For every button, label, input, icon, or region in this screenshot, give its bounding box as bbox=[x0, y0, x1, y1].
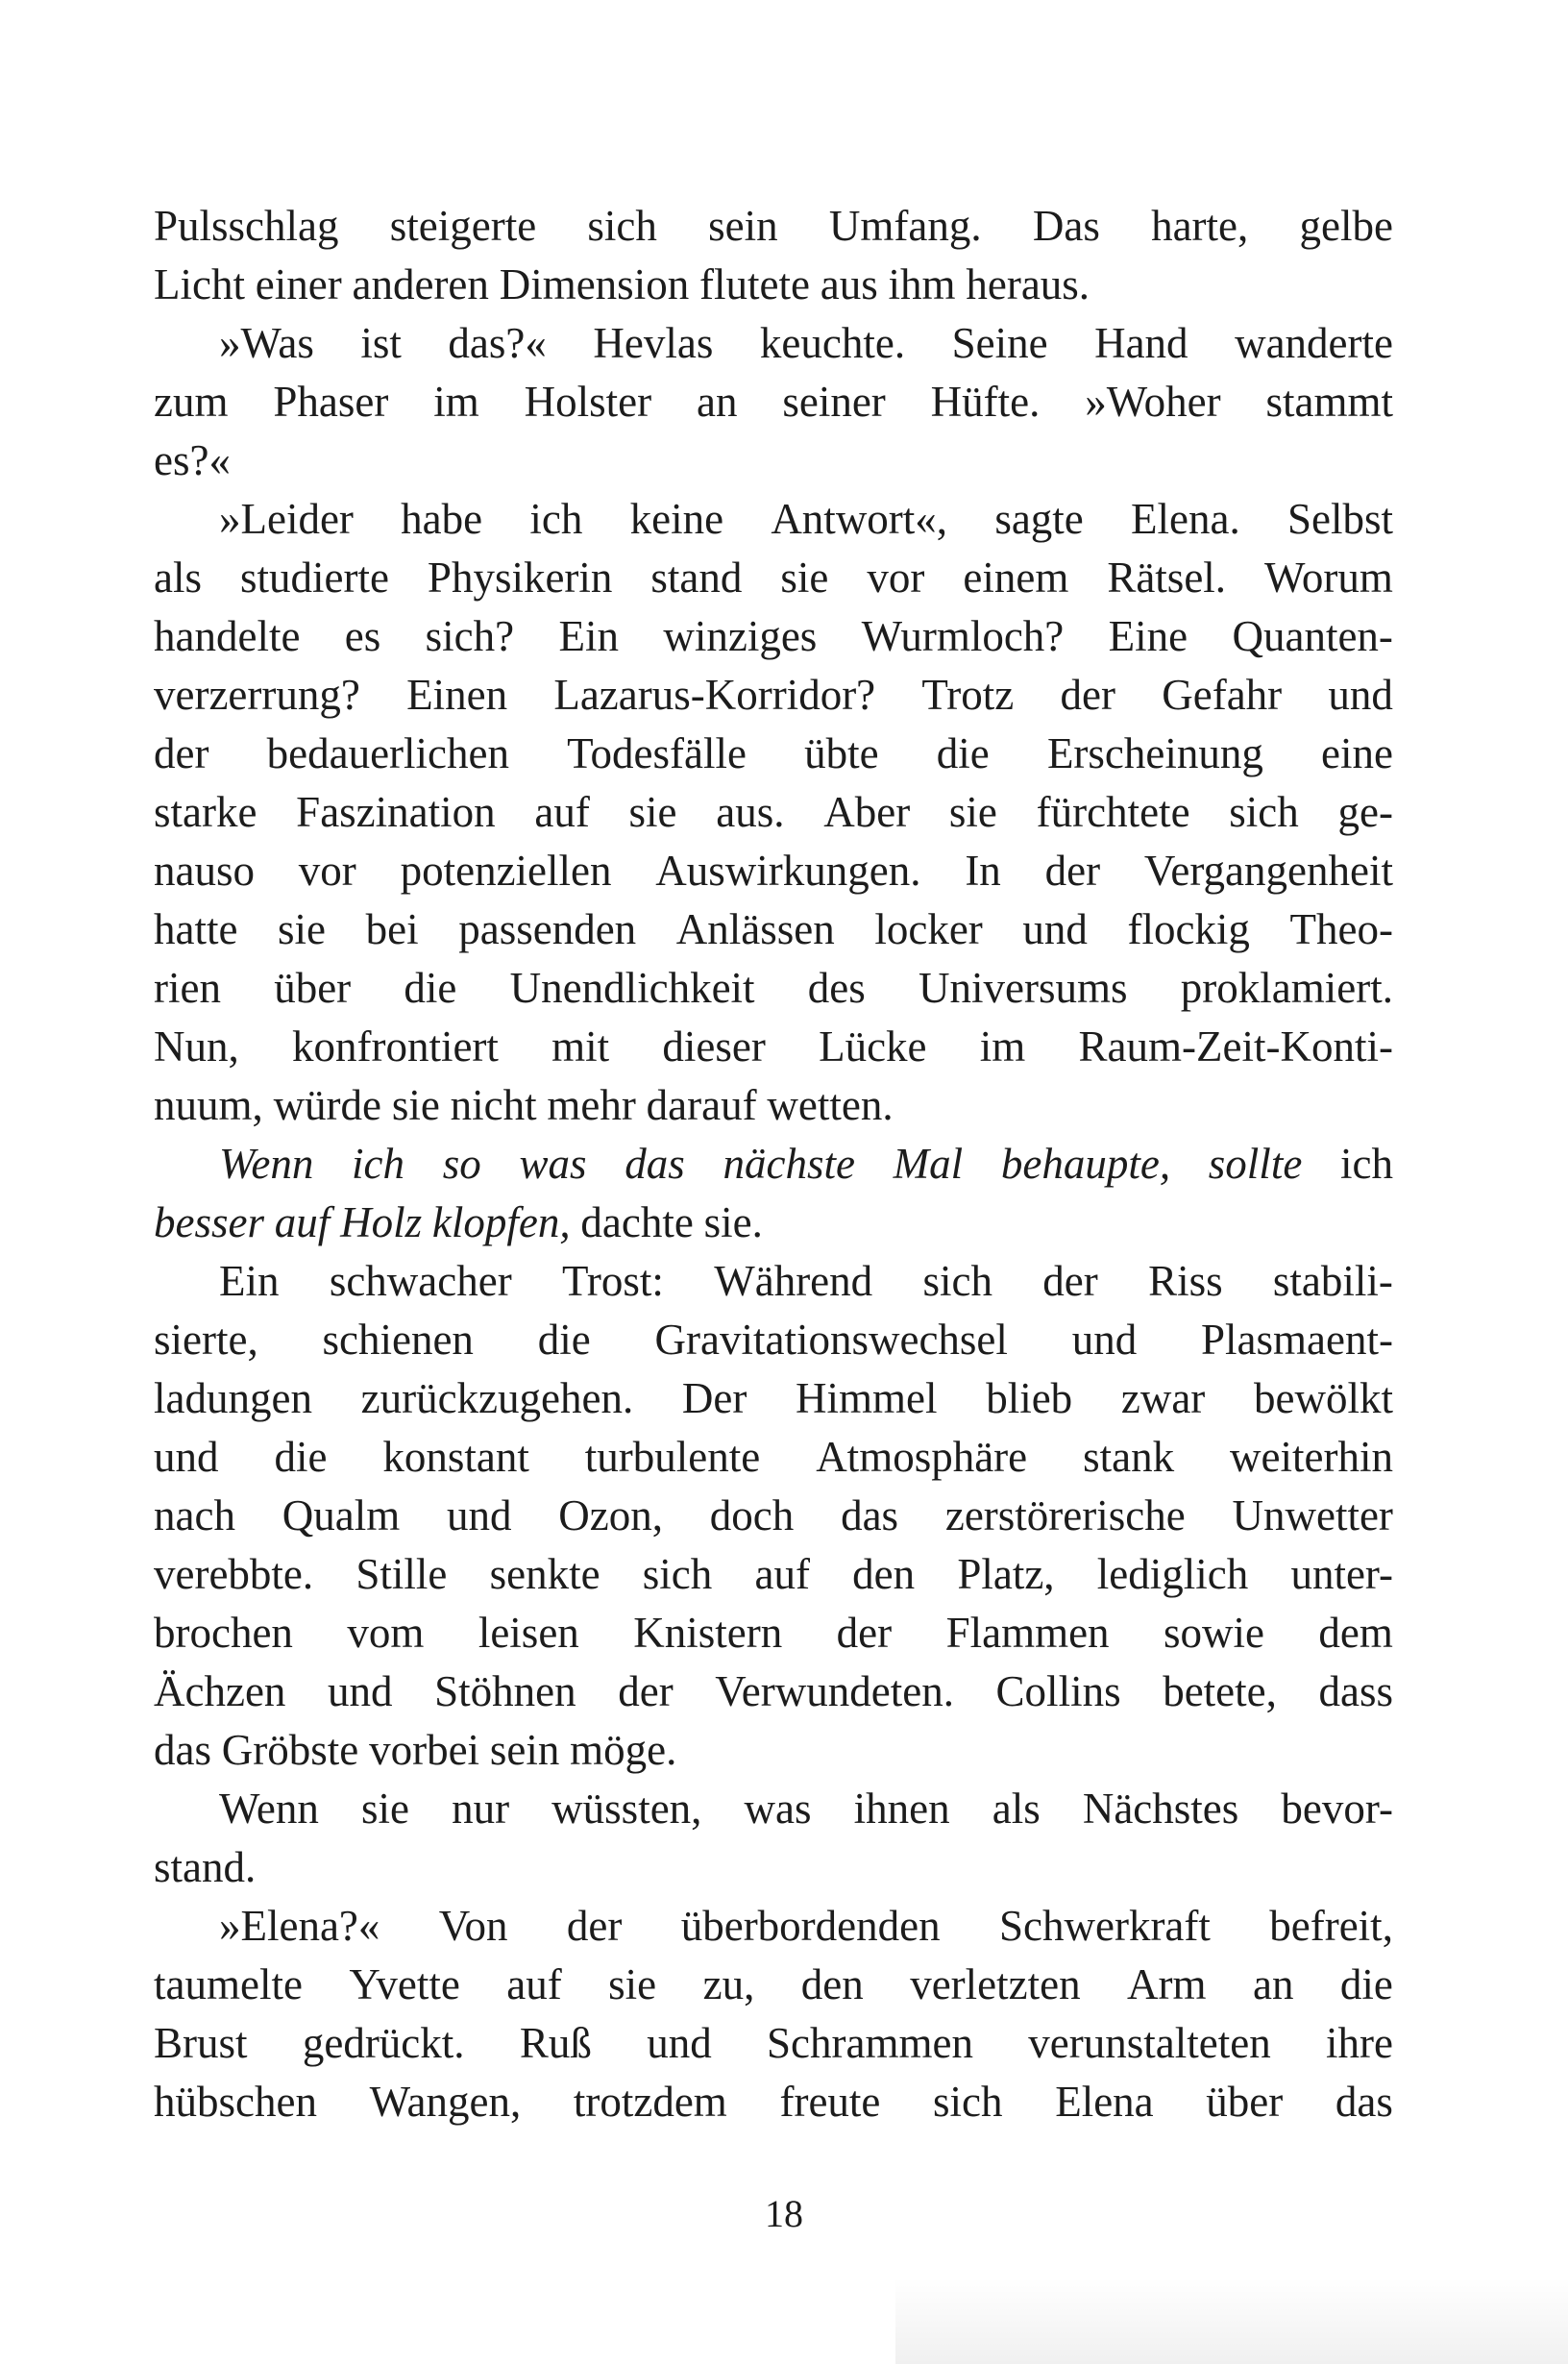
word: wetten. bbox=[767, 1081, 894, 1129]
word: verzerrung? bbox=[154, 671, 360, 719]
word: das?« bbox=[448, 319, 547, 367]
page-number: 18 bbox=[765, 2192, 803, 2235]
word: »Leider bbox=[219, 495, 354, 543]
word: hübschen bbox=[154, 2078, 317, 2126]
text-line bbox=[154, 1135, 1393, 1194]
word: Gröbste bbox=[221, 1726, 359, 1774]
word: ich bbox=[1340, 1140, 1393, 1188]
text-line bbox=[154, 1194, 1393, 1252]
word: ge- bbox=[1337, 788, 1393, 836]
word: einem bbox=[963, 554, 1069, 602]
word: das bbox=[154, 1726, 211, 1774]
word: stabili- bbox=[1272, 1257, 1393, 1305]
word: sie bbox=[628, 788, 677, 836]
word: stand. bbox=[154, 1843, 257, 1891]
word: Brust bbox=[154, 2019, 248, 2067]
text-line bbox=[154, 900, 1393, 959]
text-line bbox=[154, 1076, 1393, 1135]
word: Der bbox=[681, 1374, 747, 1422]
word: Todesfälle bbox=[567, 729, 747, 777]
word: Nun, bbox=[154, 1022, 239, 1071]
word: nächste bbox=[723, 1140, 855, 1188]
word: auf bbox=[534, 788, 590, 836]
word: und bbox=[447, 1491, 512, 1539]
page-shadow bbox=[895, 2278, 1568, 2364]
word: der bbox=[836, 1609, 893, 1657]
word: blieb bbox=[986, 1374, 1073, 1422]
word: Verwundeten. bbox=[715, 1667, 954, 1715]
word: darauf bbox=[646, 1081, 757, 1129]
word: unter- bbox=[1290, 1550, 1393, 1598]
word: sagte bbox=[994, 495, 1084, 543]
word: besser bbox=[154, 1198, 264, 1246]
word: brochen bbox=[154, 1609, 293, 1657]
word: konstant bbox=[382, 1433, 529, 1481]
word: der bbox=[618, 1667, 674, 1715]
word: Arm bbox=[1127, 1960, 1207, 2008]
word: sollte bbox=[1208, 1140, 1303, 1188]
text-line bbox=[154, 783, 1393, 842]
word: Atmosphäre bbox=[816, 1433, 1028, 1481]
word: freute bbox=[779, 2078, 881, 2126]
word: was bbox=[744, 1785, 812, 1833]
word: flutete bbox=[699, 260, 810, 308]
word: Plasmaent- bbox=[1201, 1316, 1393, 1364]
word: harte, bbox=[1151, 202, 1249, 250]
word: Yvette bbox=[349, 1960, 460, 2008]
text-line bbox=[154, 314, 1393, 373]
word: Stöhnen bbox=[434, 1667, 576, 1715]
text-line bbox=[154, 1369, 1393, 1428]
word: anderen bbox=[352, 260, 489, 308]
word: steigerte bbox=[389, 202, 537, 250]
word: und bbox=[154, 1433, 219, 1481]
word: aus. bbox=[716, 788, 785, 836]
text-line bbox=[154, 725, 1393, 783]
word: die bbox=[936, 729, 990, 777]
word: zerstörerische bbox=[944, 1491, 1186, 1539]
word: die bbox=[537, 1316, 591, 1364]
word: nauso bbox=[154, 847, 255, 895]
word: zu, bbox=[702, 1960, 755, 2008]
word: sich bbox=[922, 1257, 992, 1305]
word: senkte bbox=[489, 1550, 600, 1598]
word: sein bbox=[489, 1726, 560, 1774]
word: Mal bbox=[893, 1140, 964, 1188]
word: Schrammen bbox=[767, 2019, 973, 2067]
word: stank bbox=[1083, 1433, 1175, 1481]
word: sie bbox=[780, 554, 829, 602]
word: ihnen bbox=[853, 1785, 950, 1833]
word: vor bbox=[298, 847, 356, 895]
word: vorbei bbox=[369, 1726, 480, 1774]
word: habe bbox=[401, 495, 483, 543]
word: Eine bbox=[1108, 612, 1188, 660]
text-line bbox=[154, 1721, 1393, 1780]
text-line bbox=[154, 197, 1393, 256]
word: Holz bbox=[340, 1198, 423, 1246]
word: dieser bbox=[662, 1022, 766, 1071]
word: und bbox=[328, 1667, 393, 1715]
word: keuchte. bbox=[759, 319, 906, 367]
text-line bbox=[154, 959, 1393, 1018]
word: Holster bbox=[524, 378, 652, 426]
word: der bbox=[1042, 1257, 1098, 1305]
word: proklamiert. bbox=[1180, 964, 1393, 1012]
text-line bbox=[154, 431, 1393, 490]
word: nuum, bbox=[154, 1081, 263, 1129]
word: sich bbox=[587, 202, 657, 250]
word: der bbox=[566, 1902, 623, 1950]
word: aus bbox=[820, 260, 878, 308]
word: weiterhin bbox=[1230, 1433, 1393, 1481]
word: und bbox=[1071, 1316, 1138, 1364]
word: Dimension bbox=[499, 260, 690, 308]
word: keine bbox=[629, 495, 724, 543]
word: Himmel bbox=[796, 1374, 938, 1422]
word: an bbox=[696, 378, 738, 426]
word: passenden bbox=[458, 905, 637, 953]
text-line bbox=[154, 2073, 1393, 2131]
word: das bbox=[841, 1491, 899, 1539]
word: wanderte bbox=[1235, 319, 1393, 367]
word: Hevlas bbox=[593, 319, 714, 367]
word: auf bbox=[754, 1550, 810, 1598]
word: sie bbox=[391, 1081, 440, 1129]
word: zwar bbox=[1120, 1374, 1206, 1422]
word: es?« bbox=[154, 436, 231, 484]
word: sich? bbox=[425, 612, 515, 660]
word: übte bbox=[804, 729, 879, 777]
text-line bbox=[154, 666, 1393, 725]
word: doch bbox=[709, 1491, 795, 1539]
word: den bbox=[800, 1960, 864, 2008]
word: Ein bbox=[219, 1257, 280, 1305]
word: wüssten, bbox=[551, 1785, 702, 1833]
word: und bbox=[1328, 671, 1393, 719]
word: Das bbox=[1032, 202, 1100, 250]
word: gelbe bbox=[1299, 202, 1393, 250]
word: lediglich bbox=[1096, 1550, 1249, 1598]
text-line bbox=[154, 1311, 1393, 1369]
word: Phaser bbox=[273, 378, 389, 426]
text-line bbox=[154, 373, 1393, 431]
word: nur bbox=[452, 1785, 510, 1833]
text-line bbox=[154, 1428, 1393, 1487]
word: schwacher bbox=[329, 1257, 512, 1305]
word: den bbox=[852, 1550, 916, 1598]
word: Hüfte. bbox=[930, 378, 1041, 426]
word: Rätsel. bbox=[1107, 554, 1227, 602]
word: stand bbox=[650, 554, 743, 602]
word: verunstalteten bbox=[1028, 2019, 1271, 2067]
word: Quanten- bbox=[1232, 612, 1393, 660]
word: sie bbox=[278, 905, 327, 953]
word: ihm bbox=[888, 260, 956, 308]
word: Nächstes bbox=[1082, 1785, 1239, 1833]
word: überbordenden bbox=[680, 1902, 941, 1950]
text-line bbox=[154, 1662, 1393, 1721]
word: »Woher bbox=[1085, 378, 1221, 426]
word: die bbox=[404, 964, 457, 1012]
word: an bbox=[1252, 1960, 1294, 2008]
text-line bbox=[154, 1545, 1393, 1604]
word: Auswirkungen. bbox=[655, 847, 921, 895]
word: In bbox=[965, 847, 1001, 895]
word: klopfen, bbox=[431, 1198, 571, 1246]
word: im bbox=[433, 378, 479, 426]
word: fürchtete bbox=[1036, 788, 1190, 836]
text-line bbox=[154, 1018, 1393, 1076]
word: ich bbox=[352, 1140, 405, 1188]
word: vor bbox=[867, 554, 925, 602]
word: »Was bbox=[219, 319, 314, 367]
word: zurückzugehen. bbox=[360, 1374, 634, 1422]
word: Ozon, bbox=[558, 1491, 664, 1539]
word: Platz, bbox=[957, 1550, 1055, 1598]
word: im bbox=[979, 1022, 1026, 1071]
text-line bbox=[154, 2014, 1393, 2073]
word: Faszination bbox=[296, 788, 496, 836]
word: winziges bbox=[663, 612, 818, 660]
word: würde bbox=[273, 1081, 382, 1129]
word: auf bbox=[274, 1198, 331, 1246]
word: Von bbox=[438, 1902, 508, 1950]
word: Gefahr bbox=[1162, 671, 1283, 719]
word: rien bbox=[154, 964, 221, 1012]
word: flockig bbox=[1127, 905, 1250, 953]
word: Lazarus-Korridor? bbox=[553, 671, 876, 719]
word: möge. bbox=[570, 1726, 677, 1774]
word: Hand bbox=[1094, 319, 1188, 367]
word: Universums bbox=[919, 964, 1128, 1012]
text-line bbox=[154, 1604, 1393, 1662]
word: Worum bbox=[1264, 554, 1393, 602]
word: Anlässen bbox=[675, 905, 835, 953]
word: sie bbox=[608, 1960, 657, 2008]
word: Während bbox=[714, 1257, 873, 1305]
word: gedrückt. bbox=[302, 2019, 465, 2067]
word: seiner bbox=[782, 378, 886, 426]
word: Collins bbox=[995, 1667, 1121, 1715]
word: schienen bbox=[322, 1316, 474, 1364]
word: Physikerin bbox=[427, 554, 613, 602]
word: befreit, bbox=[1269, 1902, 1393, 1950]
word: bewölkt bbox=[1253, 1374, 1393, 1422]
word: dem bbox=[1318, 1609, 1393, 1657]
word: sein bbox=[708, 202, 778, 250]
word: Elena. bbox=[1131, 495, 1240, 543]
word: Trost: bbox=[562, 1257, 664, 1305]
word: konfrontiert bbox=[291, 1022, 499, 1071]
word: Knistern bbox=[633, 1609, 783, 1657]
word: nicht bbox=[450, 1081, 537, 1129]
word: Raum-Zeit-Konti- bbox=[1078, 1022, 1393, 1071]
word: Gravitationswechsel bbox=[654, 1316, 1008, 1364]
word: Qualm bbox=[282, 1491, 401, 1539]
word: mehr bbox=[547, 1081, 636, 1129]
text-line bbox=[154, 1252, 1393, 1311]
word: Aber bbox=[823, 788, 911, 836]
word: Licht bbox=[154, 260, 245, 308]
word: starke bbox=[154, 788, 257, 836]
word: taumelte bbox=[154, 1960, 303, 2008]
word: der bbox=[1060, 671, 1115, 719]
word: über bbox=[1206, 2078, 1284, 2126]
word: handelte bbox=[154, 612, 301, 660]
word: Ein bbox=[558, 612, 619, 660]
word: bedauerlichen bbox=[266, 729, 509, 777]
word: sich bbox=[1229, 788, 1299, 836]
word: Trotz bbox=[921, 671, 1015, 719]
word: betete, bbox=[1163, 1667, 1277, 1715]
word: ladungen bbox=[154, 1374, 312, 1422]
word: Wurmloch? bbox=[861, 612, 1065, 660]
word: dass bbox=[1318, 1667, 1393, 1715]
word: Ruß bbox=[519, 2019, 592, 2067]
word: Riss bbox=[1148, 1257, 1223, 1305]
text-line bbox=[154, 1780, 1393, 1838]
word: sie bbox=[948, 788, 997, 836]
word: dachte bbox=[580, 1198, 694, 1246]
word: sie. bbox=[703, 1198, 763, 1246]
word: als bbox=[154, 554, 202, 602]
word: Theo- bbox=[1289, 905, 1393, 953]
body-text bbox=[154, 197, 1393, 2131]
text-line bbox=[154, 549, 1393, 607]
text-line bbox=[154, 842, 1393, 900]
word: sowie bbox=[1163, 1609, 1264, 1657]
text-line bbox=[154, 256, 1393, 314]
word: so bbox=[442, 1140, 481, 1188]
word: turbulente bbox=[584, 1433, 761, 1481]
word: Seine bbox=[951, 319, 1048, 367]
word: Erscheinung bbox=[1046, 729, 1263, 777]
word: Wenn bbox=[219, 1785, 319, 1833]
word: leisen bbox=[478, 1609, 579, 1657]
word: was bbox=[519, 1140, 587, 1188]
word: heraus. bbox=[966, 260, 1090, 308]
text-line bbox=[154, 607, 1393, 666]
word: ihre bbox=[1326, 2019, 1393, 2067]
word: ich bbox=[529, 495, 583, 543]
word: sich bbox=[642, 1550, 713, 1598]
text-line bbox=[154, 1838, 1393, 1897]
word: eine bbox=[1321, 729, 1393, 777]
word: über bbox=[274, 964, 352, 1012]
word: Stille bbox=[355, 1550, 448, 1598]
word: es bbox=[344, 612, 381, 660]
word: Unendlichkeit bbox=[509, 964, 755, 1012]
word: nach bbox=[154, 1491, 235, 1539]
word: Pulsschlag bbox=[154, 202, 339, 250]
word: Selbst bbox=[1286, 495, 1393, 543]
word: ist bbox=[360, 319, 402, 367]
word: das bbox=[1335, 2078, 1393, 2126]
word: einer bbox=[255, 260, 342, 308]
word: studierte bbox=[239, 554, 389, 602]
word: die bbox=[1339, 1960, 1393, 2008]
word: Flammen bbox=[945, 1609, 1110, 1657]
word: auf bbox=[506, 1960, 562, 2008]
text-line bbox=[154, 1487, 1393, 1545]
word: sich bbox=[933, 2078, 1003, 2126]
word: Vergangenheit bbox=[1143, 847, 1393, 895]
word: »Elena?« bbox=[219, 1902, 380, 1950]
word: die bbox=[274, 1433, 328, 1481]
word: bevor- bbox=[1281, 1785, 1393, 1833]
word: verletzten bbox=[910, 1960, 1081, 2008]
text-line bbox=[154, 1956, 1393, 2014]
word: bei bbox=[365, 905, 419, 953]
word: trotzdem bbox=[573, 2078, 727, 2126]
word: das bbox=[625, 1140, 685, 1188]
word: potenziellen bbox=[400, 847, 612, 895]
word: Ächzen bbox=[154, 1667, 286, 1715]
word: des bbox=[807, 964, 866, 1012]
word: sierte, bbox=[154, 1316, 258, 1364]
word: Antwort«, bbox=[771, 495, 948, 543]
word: der bbox=[154, 729, 209, 777]
word: Einen bbox=[406, 671, 508, 719]
word: mit bbox=[551, 1022, 610, 1071]
word: Schwerkraft bbox=[998, 1902, 1211, 1950]
word: verebbte. bbox=[154, 1550, 314, 1598]
word: zum bbox=[154, 378, 229, 426]
word: behaupte, bbox=[1000, 1140, 1171, 1188]
word: Wangen, bbox=[369, 2078, 522, 2126]
word: Umfang. bbox=[828, 202, 982, 250]
word: locker bbox=[874, 905, 983, 953]
word: als bbox=[992, 1785, 1041, 1833]
word: der bbox=[1044, 847, 1101, 895]
word: Elena bbox=[1055, 2078, 1154, 2126]
word: stammt bbox=[1265, 378, 1393, 426]
word: sie bbox=[360, 1785, 409, 1833]
word: Lücke bbox=[819, 1022, 927, 1071]
text-line bbox=[154, 1897, 1393, 1956]
word: hatte bbox=[154, 905, 238, 953]
word: vom bbox=[347, 1609, 425, 1657]
word: und bbox=[1022, 905, 1088, 953]
word: und bbox=[647, 2019, 712, 2067]
word: Unwetter bbox=[1232, 1491, 1393, 1539]
text-line bbox=[154, 490, 1393, 549]
word: Wenn bbox=[219, 1140, 314, 1188]
